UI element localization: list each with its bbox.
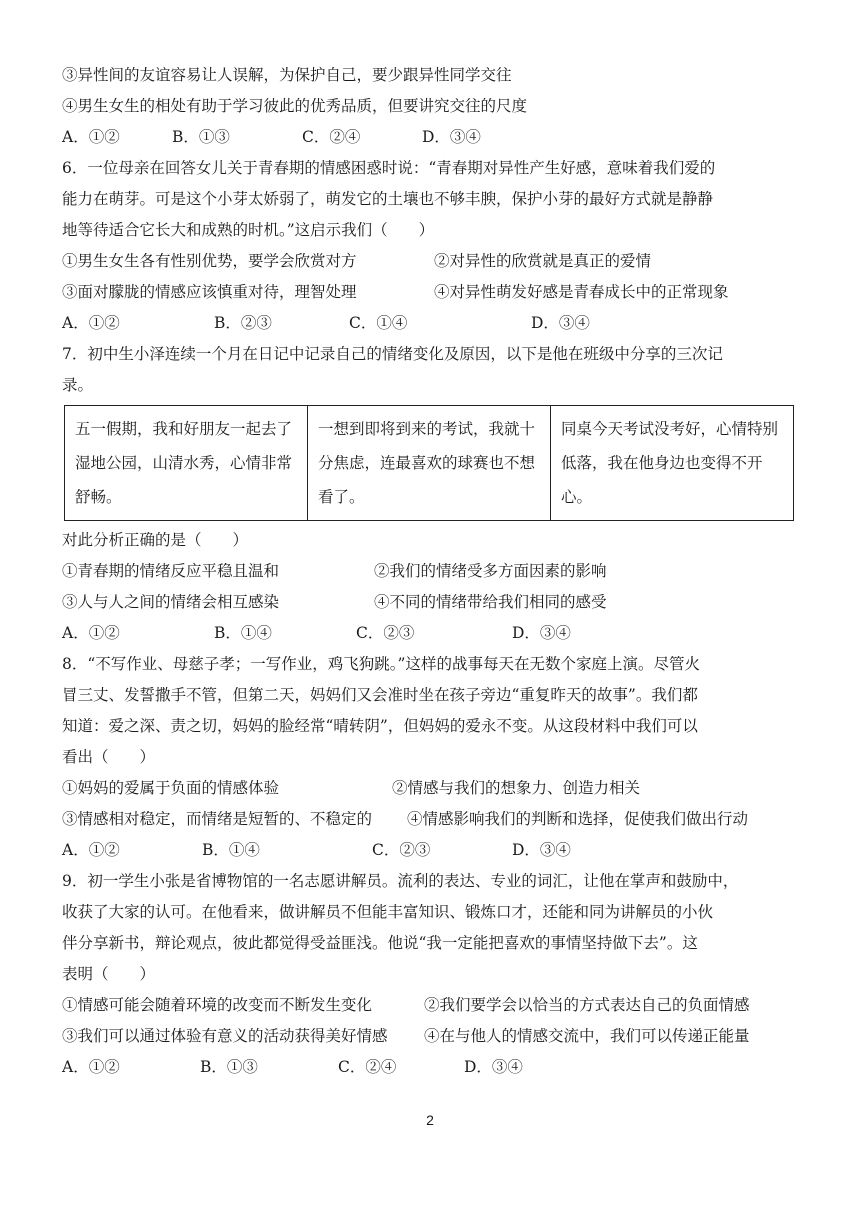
q8-options [62, 835, 802, 866]
q7-statements-row [62, 556, 802, 587]
q9-statements-row [62, 1021, 802, 1052]
q6-stem-line: 能力在萌芽。可是这个小芽太娇弱了，萌发它的土壤也不够丰腴，保护小芽的最好方式就是静静 [62, 190, 714, 208]
q6-option-b[interactable]: B．②③ [214, 314, 272, 332]
q7-diary-table [64, 405, 794, 521]
q5-statement-4: ④男生女生的相处有助于学习彼此的优秀品质，但要讲究交往的尺度 [62, 97, 528, 115]
q7-statement-3: ③人与人之间的情绪会相互感染 [62, 593, 280, 611]
q8-option-b[interactable]: B．①④ [202, 841, 260, 859]
q7-option-b[interactable]: B．①④ [214, 624, 272, 642]
q6-statements-row [62, 277, 802, 308]
q5-option-c[interactable]: C．②④ [302, 128, 361, 146]
q9-option-d[interactable]: D．③④ [464, 1058, 523, 1076]
q9-option-b[interactable]: B．①③ [200, 1058, 258, 1076]
q8-stem-line: 8．“不写作业、母慈子孝；一写作业，鸡飞狗跳。”这样的战事每天在无数个家庭上演。尽管火 [62, 655, 700, 673]
q8-statement-4: ④情感影响我们的判断和选择，促使我们做出行动 [407, 810, 749, 828]
q9-statement-3: ③我们可以通过体验有意义的活动获得美好情感 [62, 1027, 388, 1045]
q8-statement-1: ①妈妈的爱属于负面的情感体验 [62, 779, 280, 797]
q9-stem-line: 表明（ ） [62, 965, 156, 983]
q8-statement-3: ③情感相对稳定，而情绪是短暂的、不稳定的 [62, 810, 373, 828]
q7-statements-row [62, 587, 802, 618]
q8-option-c[interactable]: C．②③ [372, 841, 431, 859]
q9-stem-line: 收获了大家的认可。在他看来，做讲解员不但能丰富知识、锻炼口才，还能和同为讲解员的小伙 [62, 903, 714, 921]
q6-option-d[interactable]: D．③④ [531, 314, 590, 332]
q9-stem-line: 9．初一学生小张是省博物馆的一名志愿讲解员。流利的表达、专业的词汇，让他在掌声和鼓励中， [62, 872, 739, 890]
q7-statement-4: ④不同的情绪带给我们相同的感受 [374, 593, 607, 611]
q6-option-c[interactable]: C．①④ [349, 314, 408, 332]
q9-option-c[interactable]: C．②④ [338, 1058, 397, 1076]
q6-stem-line: 地等待适合它长大和成熟的时机。”这启示我们（ ） [62, 221, 435, 239]
q8-stem-line: 知道：爱之深、责之切，妈妈的脸经常“晴转阴”，但妈妈的爱永不变。从这段材料中我们可以 [62, 717, 698, 735]
q7-diary-entry-1: 五一假期，我和好朋友一起去了湿地公园，山清水秀，心情非常舒畅。 [65, 406, 308, 521]
q5-option-d[interactable]: D．③④ [422, 128, 481, 146]
q9-statements-row [62, 990, 802, 1021]
q7-options [62, 618, 802, 649]
q6-statement-2: ②对异性的欣赏就是真正的爱情 [434, 252, 652, 270]
q5-option-a[interactable]: A．①② [62, 128, 120, 146]
q6-statements-row [62, 246, 802, 277]
q7-stem-line: 录。 [62, 376, 94, 394]
q7-diary-entry-3: 同桌今天考试没考好，心情特别低落，我在他身边也变得不开心。 [551, 406, 794, 521]
q7-stem-line: 7．初中生小泽连续一个月在日记中记录自己的情绪变化及原因，以下是他在班级中分享的三次记 [62, 345, 723, 363]
q6-statement-4: ④对异性萌发好感是青春成长中的正常现象 [434, 283, 729, 301]
q9-statement-2: ②我们要学会以恰当的方式表达自己的负面情感 [424, 996, 750, 1014]
q6-option-a[interactable]: A．①② [62, 314, 120, 332]
q7-statement-2: ②我们的情绪受多方面因素的影响 [374, 562, 607, 580]
q5-option-b[interactable]: B．①③ [172, 128, 230, 146]
q5-options [62, 122, 802, 153]
q9-statement-1: ①情感可能会随着环境的改变而不断发生变化 [62, 996, 373, 1014]
exam-page [62, 60, 802, 1083]
q6-statement-3: ③面对朦胧的情感应该慎重对待，理智处理 [62, 283, 357, 301]
q9-options [62, 1052, 802, 1083]
q8-statement-2: ②情感与我们的想象力、创造力相关 [392, 779, 641, 797]
q9-option-a[interactable]: A．①② [62, 1058, 120, 1076]
page-number: 2 [426, 1112, 434, 1128]
q7-diary-entry-2: 一想到即将到来的考试，我就十分焦虑，连最喜欢的球赛也不想看了。 [308, 406, 551, 521]
q7-option-d[interactable]: D．③④ [512, 624, 571, 642]
q7-option-a[interactable]: A．①② [62, 624, 120, 642]
q7-question: 对此分析正确的是（ ） [62, 531, 249, 549]
q5-statement-3: ③异性间的友谊容易让人误解，为保护自己，要少跟异性同学交往 [62, 66, 512, 84]
q7-statement-1: ①青春期的情绪反应平稳且温和 [62, 562, 280, 580]
q8-option-a[interactable]: A．①② [62, 841, 120, 859]
q6-statement-1: ①男生女生各有性别优势，要学会欣赏对方 [62, 252, 357, 270]
q8-statements-row [62, 773, 802, 804]
q8-stem-line: 冒三丈、发誓撒手不管，但第二天，妈妈们又会准时坐在孩子旁边“重复昨天的故事”。我们都 [62, 686, 698, 704]
q8-statements-row [62, 804, 802, 835]
q6-options [62, 308, 802, 339]
q8-option-d[interactable]: D．③④ [512, 841, 571, 859]
q8-stem-line: 看出（ ） [62, 748, 156, 766]
q7-option-c[interactable]: C．②③ [356, 624, 415, 642]
q9-stem-line: 伴分享新书，辩论观点，彼此都觉得受益匪浅。他说“我一定能把喜欢的事情坚持做下去”。这 [62, 934, 698, 952]
q9-statement-4: ④在与他人的情感交流中，我们可以传递正能量 [424, 1027, 750, 1045]
q6-stem-line: 6．一位母亲在回答女儿关于青春期的情感困惑时说：“青春期对异性产生好感，意味着我们爱的 [62, 159, 716, 177]
table-row [65, 406, 794, 521]
